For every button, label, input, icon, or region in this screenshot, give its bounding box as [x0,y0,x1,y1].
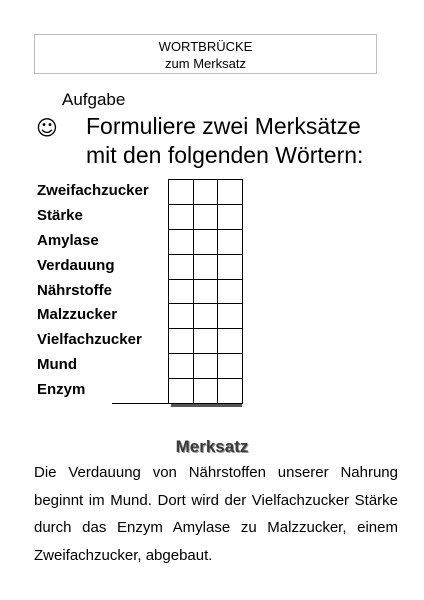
grid-row [169,354,243,379]
word-list [37,179,149,403]
grid-box[interactable] [193,354,218,379]
grid-box[interactable] [218,329,243,354]
word-item: Enzym [37,381,86,399]
grid-box[interactable] [169,254,194,279]
grid-box[interactable] [218,354,243,379]
word-item: Verdauung [37,256,115,274]
grid-box[interactable] [218,204,243,229]
grid-box[interactable] [218,379,243,404]
task-instruction [86,112,363,170]
grid-box[interactable] [169,304,194,329]
grid-row [169,329,243,354]
grid-box[interactable] [218,304,243,329]
word-item: Zweifachzucker [37,182,149,199]
grid-box[interactable] [193,329,218,354]
grid-box[interactable] [193,180,218,205]
word-item: Nährstoffe [37,281,113,299]
header-subtitle: zum Merksatz [165,56,246,71]
grid-row [169,379,243,404]
word-item: Malzzucker [37,306,118,324]
grid-box[interactable] [169,204,194,229]
merksatz-title: Merksatz [175,437,249,456]
word-item: Stärke [37,206,83,224]
grid-box[interactable] [169,180,194,205]
header-title: WORTBRÜCKE [158,39,253,54]
worksheet-header [34,34,377,74]
grid-box[interactable] [193,229,218,254]
grid-box[interactable] [218,254,243,279]
grid-box[interactable] [218,279,243,304]
grid-row [169,180,243,205]
merksatz-text: Die Verdauung von Nährstoffen unserer Nahrung beginnt im Mund. Dort wird der Vielfachzucker Stärke durch das Enzym Amylase zu Malzzucker, einem Zweifachzucker, abgebaut. [34,464,398,564]
grid-box[interactable] [193,304,218,329]
grid-row [169,204,243,229]
grid-row [169,304,243,329]
grid-box[interactable] [193,254,218,279]
word-item: Mund [37,356,77,374]
grid-box[interactable] [218,229,243,254]
grid-box[interactable] [169,354,194,379]
grid-box[interactable] [169,279,194,304]
grid-box[interactable] [193,204,218,229]
smiley-icon: ☺ [36,116,58,140]
grid-row [169,254,243,279]
grid-row [169,229,243,254]
grid-box[interactable] [169,379,194,404]
word-item: Amylase [37,231,99,249]
checkbox-grid [168,179,243,404]
word-list-underline [112,403,240,404]
word-item: Vielfachzucker [37,331,142,349]
grid-box[interactable] [169,229,194,254]
task-label: Aufgabe [62,90,126,109]
task-instruction-line-1: Formuliere zwei Merksätze [86,113,361,139]
grid-box[interactable] [193,279,218,304]
task-instruction-line-2: mit den folgenden Wörtern: [86,142,364,168]
grid-box[interactable] [193,379,218,404]
grid-box[interactable] [169,329,194,354]
grid-box[interactable] [218,180,243,205]
grid-row [169,279,243,304]
